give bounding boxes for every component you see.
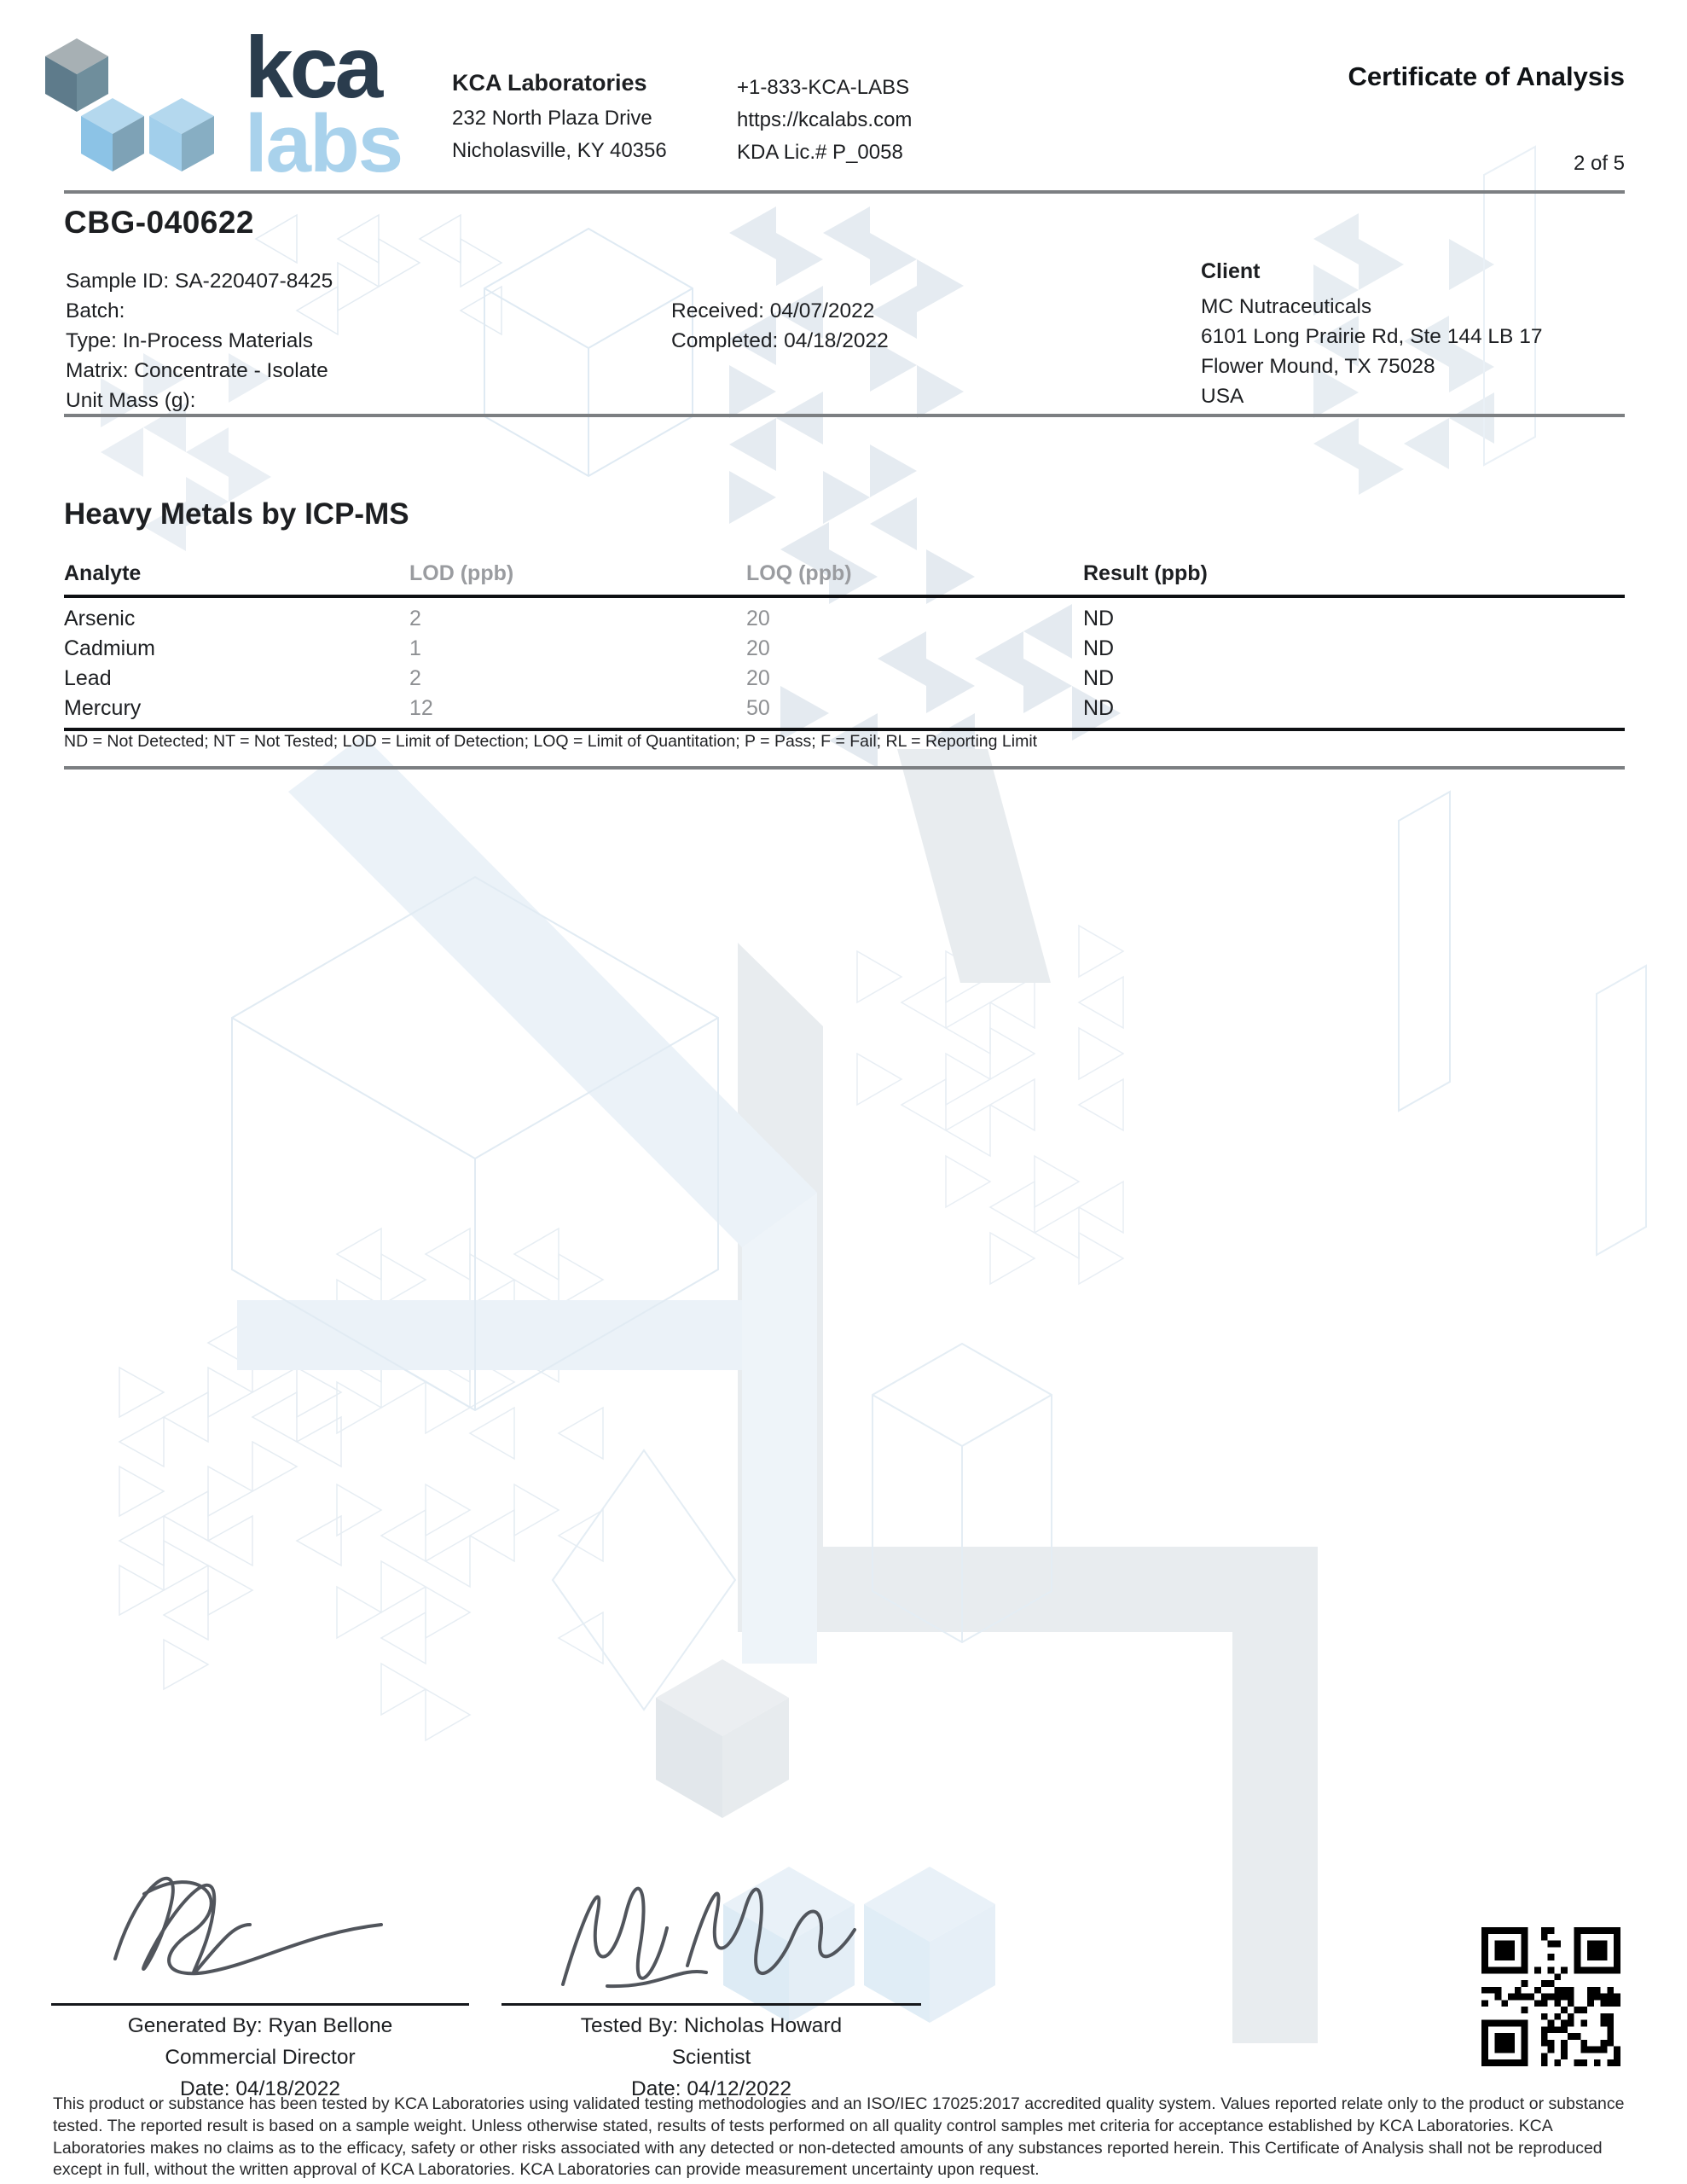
column-header-loq: LOQ (ppb) (746, 561, 852, 585)
table-cell-analyte: Cadmium (64, 636, 155, 660)
client-heading: Client (1201, 259, 1261, 283)
table-row (64, 694, 1625, 723)
sample-divider (64, 414, 1625, 417)
tested-date: Date: 04/12/2022 (631, 2077, 791, 2100)
tested-title: Scientist (671, 2046, 751, 2069)
table-cell-lod: 2 (409, 607, 421, 630)
generated-by: Generated By: Ryan Bellone (127, 2014, 393, 2037)
sample-type: Type: In-Process Materials (66, 329, 314, 352)
table-cell-loq: 20 (746, 666, 770, 690)
table-cell-loq: 50 (746, 696, 770, 720)
signature-line (501, 2003, 921, 2006)
table-body (64, 598, 1625, 731)
lab-address-line2: Nicholasville, KY 40356 (452, 139, 667, 162)
sample-id: Sample ID: SA-220407-8425 (66, 270, 333, 293)
signature-image (90, 1850, 431, 2003)
table-header-row (64, 561, 1625, 598)
document-title: Certificate of Analysis (1348, 61, 1625, 91)
kca-logo-wordmark (245, 19, 403, 189)
sample-info-block (66, 266, 333, 415)
lab-name: KCA Laboratories (452, 70, 647, 96)
sample-code-heading: CBG-040622 (64, 205, 255, 240)
column-header-lod: LOD (ppb) (409, 561, 514, 585)
table-row (64, 634, 1625, 664)
table-row (64, 664, 1625, 694)
received-date: Received: 04/07/2022 (671, 299, 875, 322)
table-cell-analyte: Lead (64, 666, 112, 690)
disclaimer-text: This product or substance has been tested by KCA Laboratories using validated testing methodologies and an ISO/IEC 17025:2017 accredited quality system. Values reported relate only to the product or substance tested. The reported result is based on a sample weight. Unless otherwise stated, results of tests performed on all quality control samples met criteria for acceptance established by KCA Laboratories. KCA Laboratories makes no claims as to the efficacy, safety or other risks associated with any detected or non-detected amounts of any substances reported herein. This Certificate of Analysis shall not be reproduced except in full, without the written approval of KCA Laboratories. KCA Laboratories can provide measurement uncertainty upon request. (53, 2094, 1625, 2180)
generated-signature-block (51, 1850, 469, 2105)
sample-matrix: Matrix: Concentrate - Isolate (66, 359, 328, 382)
client-address-line1: 6101 Long Prairie Rd, Ste 144 LB 17 (1201, 325, 1543, 348)
abbreviation-legend: ND = Not Detected; NT = Not Tested; LOD = Limit of Detection; LOQ = Limit of Quantitation; P = Pass; F = Fail; RL = Reporting Limit (64, 732, 1038, 751)
dates-block (671, 296, 889, 356)
tested-by: Tested By: Nicholas Howard (580, 2014, 843, 2037)
table-row (64, 604, 1625, 634)
column-header-analyte: Analyte (64, 561, 142, 585)
signature-line (51, 2003, 469, 2006)
generated-title: Commercial Director (165, 2046, 356, 2069)
client-block (1201, 258, 1542, 411)
client-country: USA (1201, 385, 1244, 408)
table-cell-loq: 20 (746, 636, 770, 660)
lab-contact-block (737, 72, 912, 169)
column-header-result: Result (ppb) (1083, 561, 1208, 585)
kca-logo-cubes-icon (43, 36, 217, 183)
lab-phone: +1-833-KCA-LABS (737, 76, 910, 99)
signature-image (532, 1858, 890, 2003)
table-cell-lod: 12 (409, 696, 433, 720)
completed-date: Completed: 04/18/2022 (671, 329, 889, 352)
client-name: MC Nutraceuticals (1201, 295, 1372, 318)
table-cell-result: ND (1083, 607, 1115, 630)
logo-labs-text: labs (245, 98, 403, 189)
section-divider (64, 766, 1625, 770)
table-cell-result: ND (1083, 636, 1115, 660)
lab-license: KDA Lic.# P_0058 (737, 141, 903, 164)
lab-address-line1: 232 North Plaza Drive (452, 107, 652, 130)
client-address-line2: Flower Mound, TX 75028 (1201, 355, 1435, 378)
table-cell-lod: 2 (409, 666, 421, 690)
header-divider (64, 190, 1625, 194)
sample-unit-mass: Unit Mass (g): (66, 389, 196, 412)
sample-batch: Batch: (66, 299, 125, 322)
tested-signature-block (501, 1858, 921, 2105)
table-cell-analyte: Arsenic (64, 607, 136, 630)
table-cell-result: ND (1083, 666, 1115, 690)
page-number: 2 of 5 (1573, 152, 1625, 175)
table-cell-result: ND (1083, 696, 1115, 720)
table-cell-lod: 1 (409, 636, 421, 660)
results-table (64, 561, 1625, 731)
logo-kca-text: kca (245, 19, 380, 116)
table-cell-loq: 20 (746, 607, 770, 630)
generated-date: Date: 04/18/2022 (180, 2077, 340, 2100)
lab-address-block (452, 68, 667, 167)
lab-website: https://kcalabs.com (737, 108, 913, 131)
table-cell-analyte: Mercury (64, 696, 142, 720)
title-block (1348, 61, 1625, 176)
section-title: Heavy Metals by ICP-MS (64, 497, 409, 531)
qr-code (1481, 1927, 1620, 2066)
